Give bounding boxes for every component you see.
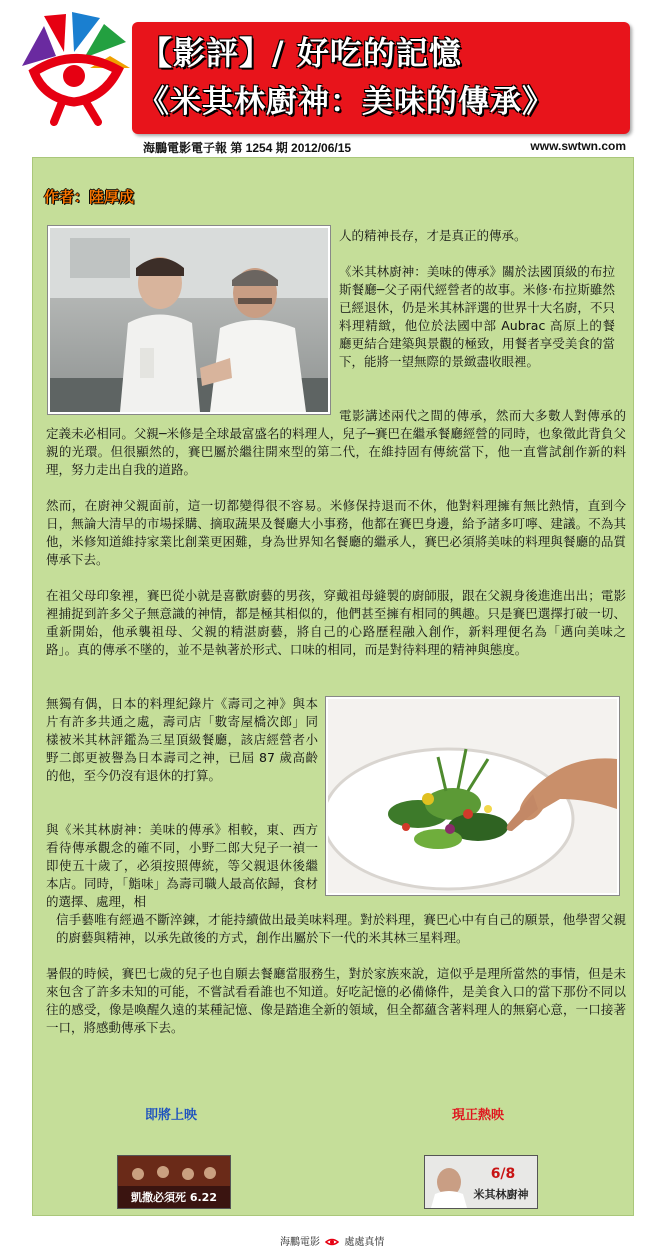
article-paragraph: 然而，在廚神父親面前，這一切都變得很不容易。米修保持退而不休，他對料理擁有無比熱情，直到今日，無論大清早的市場採購、摘取蔬果及餐廳大小事務，他都在賽巴身邊，給予諸多叮嚀、建議。不為其他，米修知道維持家業比創業更困難，身為世界知名餐廳的繼承人，賽巴必須將美味的料理與餐廳的品質傳承下去。	[46, 498, 626, 567]
article-paragraph: 無獨有偶，日本的料理紀錄片《壽司之神》與本片有許多共通之處，壽司店「數寄屋橋次郎」同樣被米其林評鑑為三星頂級餐廳，該店經營者小野二郎更被譽為日本壽司之神，已屆 87 歲高齡的他，至今仍沒有退休的打算。	[46, 696, 318, 783]
article-paragraph: 電影講述兩代之間的傳承，然而大多數人對傳承的定義未必相同。父親─米修是全球最富盛名的料理人，兒子─賽巴在繼承餐廳經營的同時，也象徵此背負父親的光環。但很顯然的，賽巴屬於繼往開來型的第二代，在維持固有傳統當下，他一直嘗試創作新的料理，努力走出自我的道路。	[46, 408, 626, 477]
article-paragraph: 暑假的時候，賽巴七歲的兒子也自願去餐廳當服務生，對於家族來說，這似乎是理所當然的事情，但是未來包含了許多未知的可能，不嘗試看看誰也不知道。好吃記憶的必備條件，是美食入口的當下那份不同以往的感受，像是喚醒久遠的某種記憶、像是踏進全新的領域，但全都蘊含著料理人的無窮心意，一口接著一口，將感動傳承下去。	[46, 966, 626, 1035]
site-link[interactable]: www.swtwn.com	[530, 139, 626, 153]
dish-photo	[326, 697, 619, 895]
film-title: 《米其林廚神：美味的傳承》	[138, 84, 554, 120]
article-paragraph: 《米其林廚神：美味的傳承》關於法國頂級的布拉斯餐廳─父子兩代經營者的故事。米修‧布拉斯雖然已經退休，仍是米其林評選的世界十大名廚，不只料理精緻，他位於法國中部 Aubrac 高原上的餐廳更結合建築與景觀的極致，用餐者享受美食的當下，能將一望無際的景緻盡收眼裡。	[339, 264, 615, 369]
poster-date: 6/8	[490, 1166, 516, 1182]
upcoming-poster-title: 凱撒必須死 6.22	[131, 1191, 217, 1204]
article-paragraph: 在祖父母印象裡，賽巴從小就是喜歡廚藝的男孩，穿戴祖母縫製的廚師服，跟在父親身後進進出出；電影裡捕捉到許多父子無意識的神情，都是極其相似的，他們甚至擁有相同的興趣。只是賽巴選擇打破一切、重新開始，他承襲祖母、父親的精湛廚藝，將自己的心路歷程融入創作，新料理便名為「邁向美味之路」。真的傳承不墜的，並不是執著於形式、口味的相同，而是對待料理的精神與態度。	[46, 588, 626, 657]
footer-brand: 海鵬電影	[280, 1237, 320, 1248]
chefs-photo	[48, 226, 330, 414]
title-banner	[132, 22, 630, 134]
article-paragraph: 信手藝唯有經過不斷淬鍊，才能持續做出最美味料理。對於料理，賽巴心中有自己的願景，他學習父親的廚藝與精神，以承先啟後的方式，創作出屬於下一代的米其林三星料理。	[56, 912, 626, 945]
footer-slogan: 處處真情	[344, 1237, 385, 1248]
article-paragraph: 與《米其林廚神：美味的傳承》相較，東、西方看待傳承觀念的確不同，小野二郎大兒子一禎一即使五十歲了，必須按照傳統，等父親退休後繼本店。同時，「鮨味」為壽司職人最高依歸，食材的選擇、處理，相	[46, 822, 318, 909]
swtwn-logo	[14, 6, 134, 126]
now-showing-poster[interactable]	[424, 1155, 538, 1209]
upcoming-heading: 即將上映	[145, 1108, 198, 1123]
now-showing-poster-title: 米其林廚神	[473, 1188, 529, 1201]
upcoming-poster[interactable]	[117, 1155, 231, 1209]
issue-info: 海鵬電影電子報 第 1254 期 2012/06/15	[143, 141, 352, 155]
article-paragraph: 人的精神長存，才是真正的傳承。	[339, 228, 527, 243]
author-byline: 作者：陸厚成	[44, 188, 135, 206]
footer-logo-icon	[325, 1236, 339, 1248]
now-showing-heading: 現正熱映	[452, 1108, 505, 1123]
footer	[280, 1233, 384, 1248]
review-title: 【影評】/ 好吃的記憶	[140, 34, 462, 72]
